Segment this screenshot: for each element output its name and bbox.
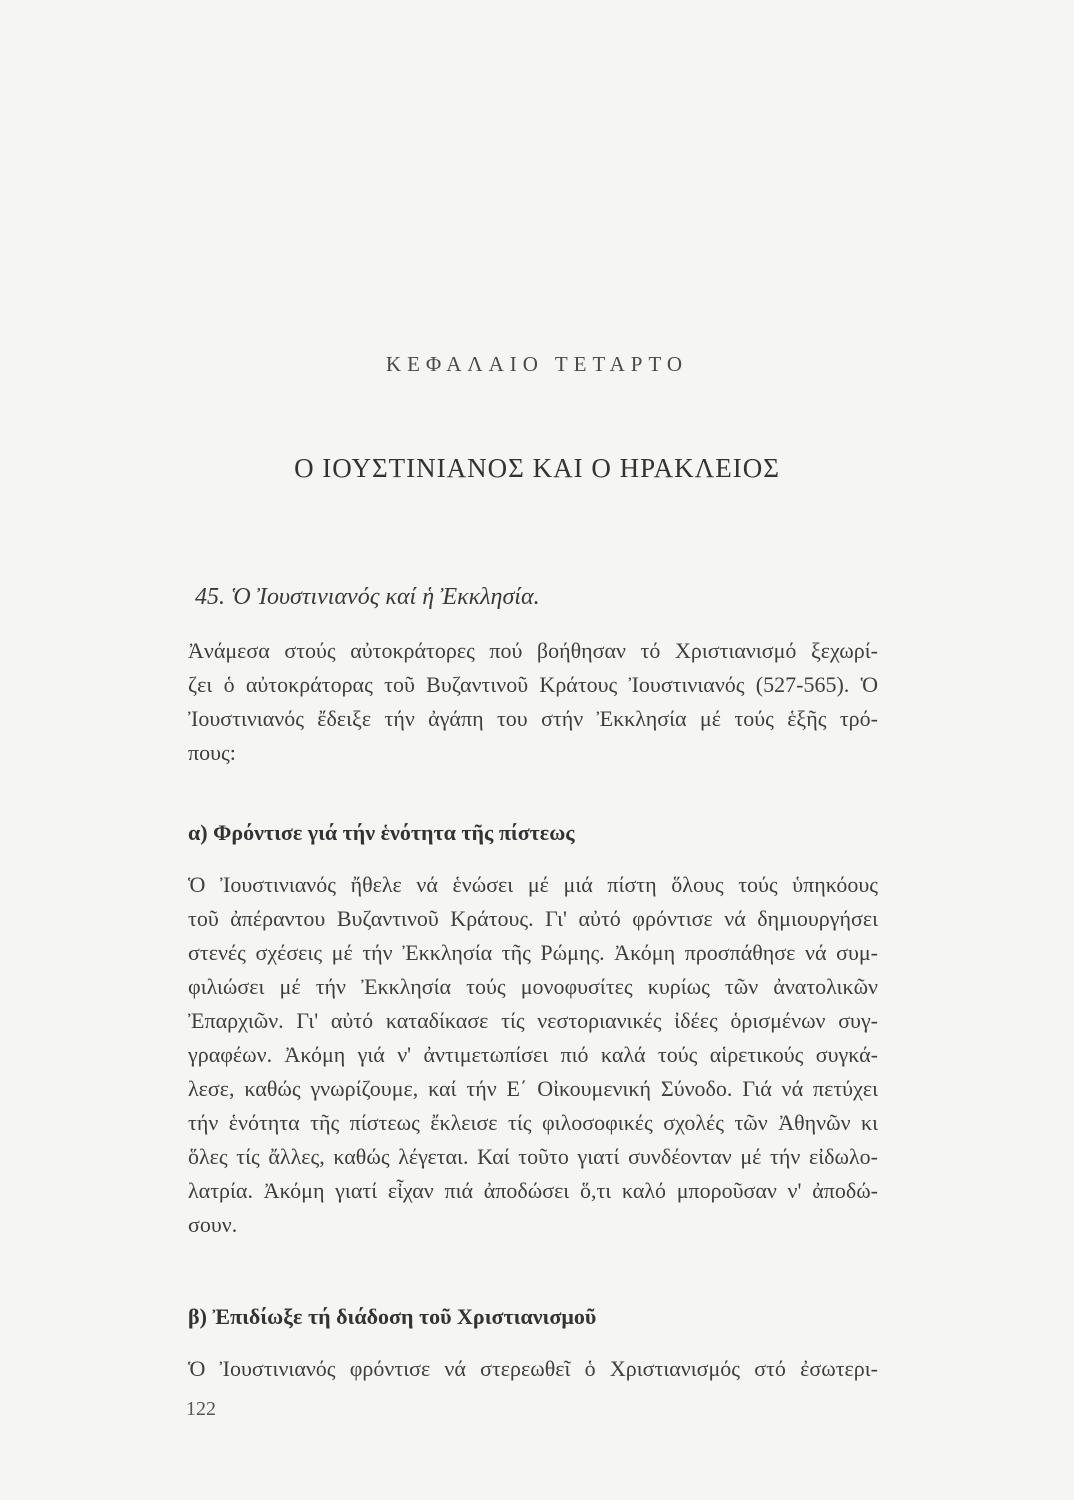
text-line: Ὁ Ἰουστινιανός ἤθελε νά ἑνώσει μέ μιά πίστη ὅλους τούς ὑπηκόους	[188, 872, 878, 897]
text-line: Ὁ Ἰουστινιανός φρόντισε νά στερεωθεῖ ὁ Χριστιανισμός στό ἐσωτερι-	[188, 1356, 878, 1381]
text-line: λατρία. Ἀκόμη γιατί εἶχαν πιά ἀποδώσει ὅ,τι καλό μποροῦσαν ν' ἀποδώ-	[188, 1178, 878, 1203]
text-line: στενές σχέσεις μέ τήν Ἐκκλησία τῆς Ρώμης. Ἀκόμη προσπάθησε νά συμ-	[188, 940, 878, 965]
text-line: γραφέων. Ἀκόμη γιά ν' ἀντιμετωπίσει πιό καλά τούς αἱρετικούς συγκά-	[188, 1042, 878, 1067]
subsection-b-paragraph	[188, 1352, 878, 1386]
text-line: τήν ἑνότητα τῆς πίστεως ἔκλεισε τίς φιλοσοφικές σχολές τῶν Ἀθηνῶν κι	[188, 1110, 878, 1135]
subsection-b-heading: β) Ἐπιδίωξε τή διάδοση τοῦ Χριστιανισμοῦ	[188, 1304, 597, 1329]
text-line: Ἐπαρχιῶν. Γι' αὐτό καταδίκασε τίς νεστοριανικές ἰδέες ὁρισμένων συγ-	[188, 1008, 878, 1033]
intro-paragraph	[188, 634, 878, 770]
text-line: Ἀνάμεσα στούς αὐτοκράτορες πού βοήθησαν τό Χριστιανισμό ξεχωρί-	[188, 638, 878, 663]
page-number: 122	[186, 1398, 216, 1420]
text-line: πους:	[188, 740, 236, 765]
text-line: σουν.	[188, 1212, 238, 1237]
subsection-a-heading: α) Φρόντισε γιά τήν ἑνότητα τῆς πίστεως	[188, 820, 575, 845]
text-line: Ἰουστινιανός ἔδειξε τήν ἀγάπη του στήν Ἐκκλησία μέ τούς ἑξῆς τρό-	[188, 706, 878, 731]
section-heading: 45. Ὁ Ἰουστινιανός καί ἡ Ἐκκλησία.	[195, 584, 540, 610]
subsection-a-paragraph	[188, 868, 878, 1242]
chapter-title: Ο ΙΟΥΣΤΙΝΙΑΝΟΣ ΚΑΙ Ο ΗΡΑΚΛΕΙΟΣ	[294, 453, 780, 483]
text-line: ζει ὁ αὐτοκράτορας τοῦ Βυζαντινοῦ Κράτους Ἰουστινιανός (527-565). Ὁ	[188, 672, 878, 697]
text-line: φιλιώσει μέ τήν Ἐκκλησία τούς μονοφυσίτες κυρίως τῶν ἀνατολικῶν	[188, 974, 878, 999]
text-line: τοῦ ἀπέραντου Βυζαντινοῦ Κράτους. Γι' αὐτό φρόντισε νά δημιουργήσει	[188, 906, 878, 931]
chapter-label: ΚΕΦΑΛΑΙΟ ΤΕΤΑΡΤΟ	[385, 352, 689, 376]
text-line: λεσε, καθώς γνωρίζουμε, καί τήν Ε΄ Οἰκουμενική Σύνοδο. Γιά νά πετύχει	[188, 1076, 878, 1101]
text-line: ὅλες τίς ἄλλες, καθώς λέγεται. Καί τοῦτο γιατί συνδέονταν μέ τήν εἰδωλο-	[188, 1144, 878, 1169]
